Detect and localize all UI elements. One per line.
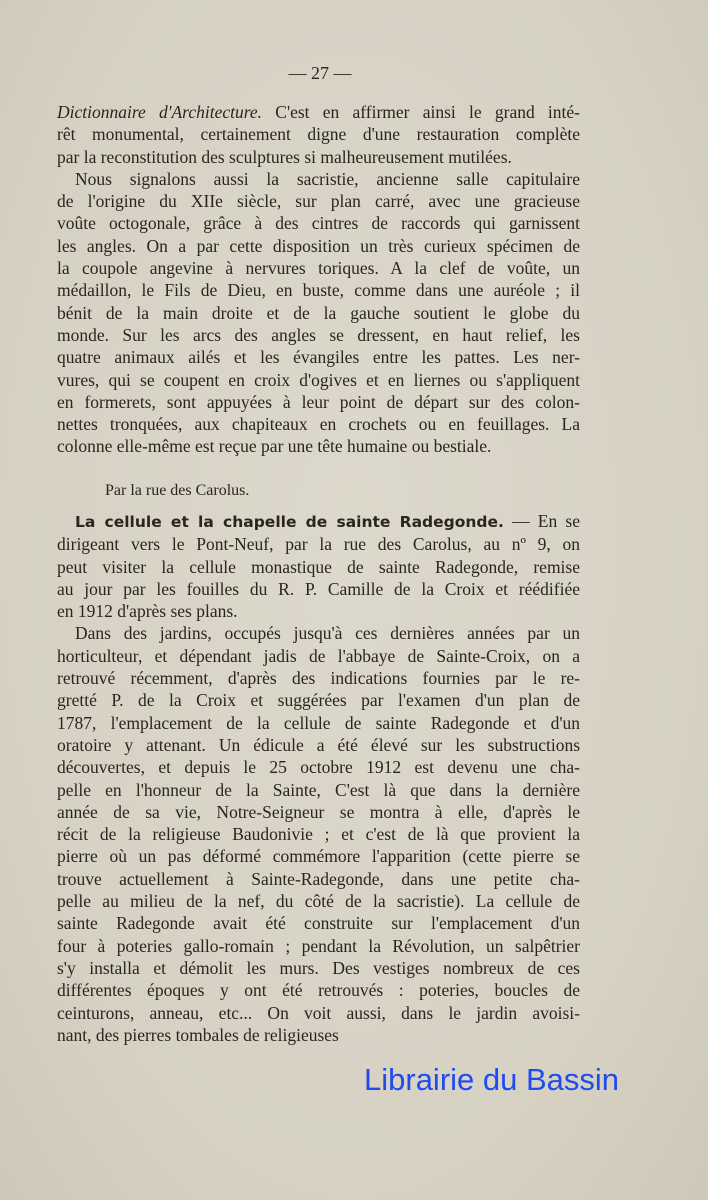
- section-sacristie: [57, 101, 580, 458]
- section-radegonde: [57, 510, 580, 1046]
- text-line: Nous signalons aussi la sacristie, ancienne salle capitulaire: [75, 168, 580, 189]
- text-line: peut visiter la cellule monastique de sainte Radegonde, remise: [57, 556, 580, 577]
- text-line: en formerets, sont appuyées à leur point de départ sur des colon-: [57, 391, 580, 412]
- text-line: bénit de la main droite et de la gauche soutient le globe du: [57, 302, 580, 323]
- text-line: pierre où un pas déformé commémore l'apparition (cette pierre se: [57, 846, 580, 867]
- text-line: Dans des jardins, occupés jusqu'à ces dernières années par un: [75, 623, 580, 644]
- text-line: quatre animaux ailés et les évangiles entre les pattes. Les ner-: [57, 347, 580, 368]
- text-line: retrouvé récemment, d'après des indications fournies par le re-: [57, 668, 580, 689]
- text-line: ceinturons, anneau, etc... On voit aussi, dans le jardin avoisi-: [57, 1002, 580, 1023]
- text-line: [57, 101, 580, 123]
- watermark: Librairie du Bassin: [364, 1062, 620, 1097]
- text-line: nettes tronquées, aux chapiteaux en crochets ou en feuillages. La: [57, 414, 580, 435]
- text-line: trouve actuellement à Sainte-Radegonde, dans une petite cha-: [57, 868, 580, 889]
- text-line: nant, des pierres tombales de religieuses: [57, 1024, 339, 1045]
- text-line: année de sa vie, Notre-Seigneur se montra à elle, d'après le: [57, 801, 580, 822]
- text-line: la coupole angevine à nervures toriques. A la clef de voûte, un: [57, 258, 580, 279]
- text-line: de l'origine du XIIe siècle, sur plan carré, avec une gracieuse: [57, 191, 580, 212]
- book-title: Dictionnaire d'Architecture.: [57, 102, 263, 122]
- text-line: gretté P. de la Croix et suggérées par l'examen d'un plan de: [57, 690, 580, 711]
- route-subheading: Par la rue des Carolus.: [105, 482, 250, 499]
- text-line: s'y installa et démolit les murs. Des vestiges nombreux de ces: [57, 957, 580, 978]
- text-line: 1787, l'emplacement de la cellule de sainte Radegonde et d'un: [57, 712, 580, 733]
- text-line: sainte Radegonde avait été construite sur l'emplacement d'un: [57, 913, 580, 934]
- text-line: [57, 510, 580, 533]
- text-line: colonne elle-même est reçue par une tête humaine ou bestiale.: [57, 436, 492, 457]
- text-line: en 1912 d'après ses plans.: [57, 601, 238, 622]
- text-line: horticulteur, et dépendant jadis de l'abbaye de Sainte-Croix, on a: [57, 645, 580, 666]
- text-line: pelle au milieu de la nef, du côté de la sacristie). La cellule de: [57, 891, 580, 912]
- text-line: four à poteries gallo-romain ; pendant la Révolution, un salpêtrier: [57, 935, 580, 956]
- section-heading: La cellule et la chapelle de sainte Radegonde.: [75, 513, 504, 531]
- text-line: oratoire y attenant. Un édicule a été élevé sur les substructions: [57, 734, 580, 755]
- text-line: différentes époques y ont été retrouvés : poteries, boucles de: [57, 980, 580, 1001]
- text-line: récit de la religieuse Baudonivie ; et c'est de là que provient la: [57, 824, 580, 845]
- text-line: pelle en l'honneur de la Sainte, C'est là que dans la dernière: [57, 779, 580, 800]
- text-fragment: C'est en affirmer ainsi le grand inté-: [275, 102, 580, 122]
- text-line: rêt monumental, certainement digne d'une restauration complète: [57, 124, 580, 145]
- text-line: voûte octogonale, grâce à des cintres de raccords qui garnissent: [57, 213, 580, 234]
- text-line: par la reconstitution des sculptures si malheureusement mutilées.: [57, 146, 512, 167]
- text-line: les angles. On a par cette disposition un très curieux spécimen de: [57, 235, 580, 256]
- text-line: au jour par les fouilles du R. P. Camille de la Croix et réédifiée: [57, 578, 580, 599]
- text-line: monde. Sur les arcs des angles se dressent, en haut relief, les: [57, 324, 580, 345]
- text-fragment: — En se: [512, 511, 580, 531]
- text-line: médaillon, le Fils de Dieu, en buste, comme dans une auréole ; il: [57, 280, 580, 301]
- text-line: dirigeant vers le Pont-Neuf, par la rue des Carolus, au nº 9, on: [57, 534, 580, 555]
- page-number: — 27 —: [288, 63, 352, 83]
- text-line: découvertes, et depuis le 25 octobre 1912 est devenu une cha-: [57, 757, 580, 778]
- text-line: vures, qui se coupent en croix d'ogives et en liernes ou s'appliquent: [57, 369, 580, 390]
